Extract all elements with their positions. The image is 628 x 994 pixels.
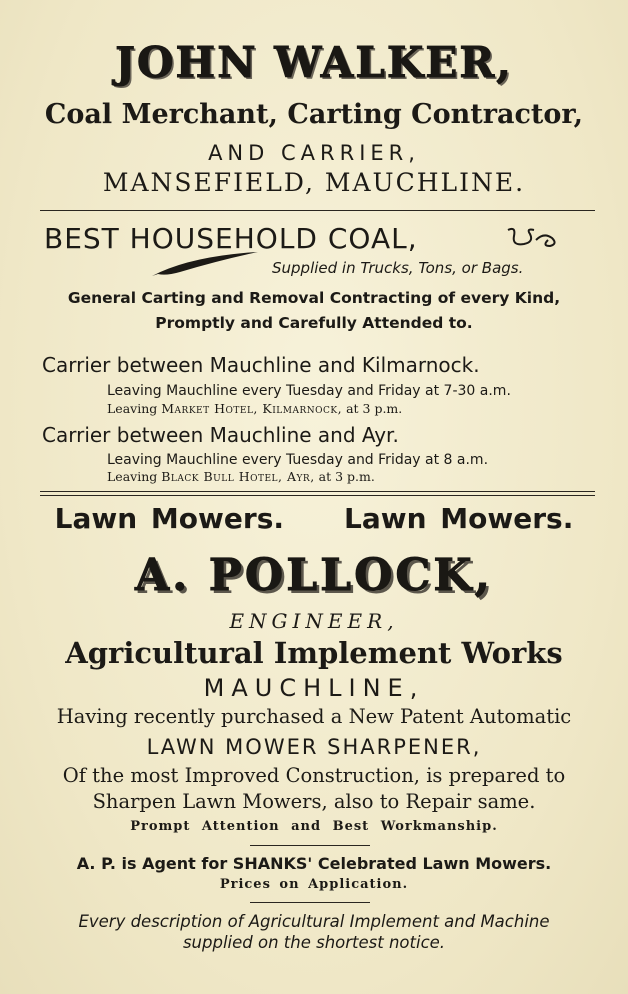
flourish-ornament-icon	[504, 224, 564, 252]
ayr-heading: Carrier between Mauchline and Ayr.	[42, 423, 399, 447]
divider-short-2	[250, 902, 370, 903]
ayr-return-time: at 3 p.m.	[318, 469, 375, 484]
every-line-2: supplied on the shortest notice.	[182, 933, 446, 952]
walker-address: MANSEFIELD, MAUCHLINE.	[102, 168, 526, 197]
prices-line: Prices on Application.	[219, 877, 409, 892]
divider-middle-2	[40, 495, 595, 496]
having-line: Having recently purchased a New Patent Automatic	[56, 705, 572, 728]
pointing-arrow-icon	[150, 250, 260, 280]
kilmarnock-heading: Carrier between Mauchline and Kilmarnock.	[42, 353, 480, 377]
coal-supplied: Supplied in Trucks, Tons, or Bags.	[272, 259, 524, 277]
lawn-mowers-right: Lawn Mowers.	[344, 502, 574, 535]
sharpener-line: LAWN MOWER SHARPENER,	[146, 735, 482, 759]
divider-short-1	[250, 845, 370, 846]
pollock-title: ENGINEER,	[229, 609, 399, 633]
lawn-mowers-left: Lawn Mowers.	[54, 502, 284, 535]
kilmarnock-return-time: at 3 p.m.	[346, 401, 403, 416]
walker-and-carrier: AND CARRIER,	[208, 141, 420, 165]
kilmarnock-return	[107, 401, 402, 416]
divider-top	[40, 210, 595, 211]
prompt-line: Prompt Attention and Best Workmanship.	[130, 819, 498, 834]
ayr-return-place: Black Bull Hotel, Ayr,	[161, 469, 315, 484]
carting-line-2: Promptly and Carefully Attended to.	[155, 314, 473, 332]
coal-heading: BEST HOUSEHOLD COAL,	[44, 222, 418, 255]
walker-name: JOHN WALKER,	[115, 38, 513, 87]
sharpen-line: Sharpen Lawn Mowers, also to Repair same.	[92, 790, 536, 813]
kilmarnock-return-prefix: Leaving	[107, 401, 158, 416]
kilmarnock-leaving: Leaving Mauchline every Tuesday and Friday at 7-30 a.m.	[107, 383, 511, 399]
every-line-1: Every description of Agricultural Implement and Machine	[78, 912, 550, 931]
ayr-return	[107, 469, 375, 484]
pollock-works: Agricultural Implement Works	[65, 636, 563, 670]
divider-middle-1	[40, 491, 595, 492]
lawn-mowers-banner	[0, 502, 628, 535]
carting-line-1: General Carting and Removal Contracting of every Kind,	[67, 289, 561, 307]
agent-line: A. P. is Agent for SHANKS' Celebrated Lawn Mowers.	[76, 854, 552, 873]
walker-trade: Coal Merchant, Carting Contractor,	[44, 99, 584, 130]
kilmarnock-return-place: Market Hotel, Kilmarnock,	[161, 401, 343, 416]
pollock-name: A. POLLOCK,	[135, 550, 493, 601]
ayr-return-prefix: Leaving	[107, 469, 158, 484]
improved-line: Of the most Improved Construction, is prepared to	[62, 764, 566, 787]
ayr-leaving: Leaving Mauchline every Tuesday and Friday at 8 a.m.	[107, 452, 489, 468]
pollock-town: MAUCHLINE,	[203, 674, 425, 702]
